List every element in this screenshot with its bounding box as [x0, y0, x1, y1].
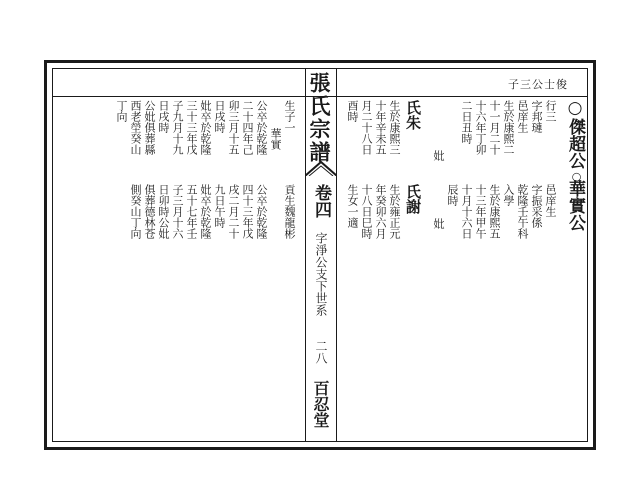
- text-column: 十三年甲午: [474, 184, 487, 239]
- text-column: 乾隆壬午科: [516, 184, 529, 239]
- text-column: 生於康熙三: [388, 100, 401, 155]
- text-column: 十八日巳時: [360, 184, 373, 239]
- text-column: 年癸卯六月: [374, 184, 387, 239]
- text-column: 日卯時公妣: [157, 184, 170, 239]
- text-column: 十一月二十: [488, 100, 501, 155]
- spouse-mark: 妣: [432, 218, 445, 229]
- text-column: 四十三年戊: [241, 184, 254, 239]
- text-column: 公卒於乾隆: [255, 100, 268, 155]
- spine-left-line: [305, 68, 306, 442]
- text-column: 生子一: [283, 100, 296, 133]
- spine-branch: 字淨公支下世系: [314, 232, 328, 316]
- text-column: 生於康熙二: [502, 100, 515, 155]
- spine-hall: 百忍堂: [311, 380, 330, 428]
- text-column: 子三月十六: [171, 184, 184, 239]
- text-column: 邑庠生: [544, 184, 557, 217]
- connector-mark: ○: [570, 170, 583, 183]
- text-column: 邑庠生: [516, 100, 529, 133]
- text-column: 俱葬德林苍: [143, 184, 156, 239]
- text-column: 貢生魏龍彬: [283, 184, 296, 239]
- text-column: 側癸山丁向: [129, 184, 142, 239]
- text-column: 字邦璉: [530, 100, 543, 133]
- text-column: 五十七年壬: [185, 184, 198, 239]
- spine-title: 張氏宗譜: [307, 72, 332, 164]
- text-column: 西老塋癸山: [129, 100, 142, 155]
- text-column: 九日午時: [213, 184, 226, 228]
- text-column: 子九月十九: [171, 100, 184, 155]
- text-column: 日戌時: [213, 100, 226, 133]
- text-column: 生於雍正元: [388, 184, 401, 239]
- text-column: 公卒於乾隆: [255, 184, 268, 239]
- text-column: 二十四年己: [241, 100, 254, 155]
- text-column: 卯三月十五: [227, 100, 240, 155]
- text-column: 辰時: [446, 184, 459, 206]
- spine-page-number: 二八: [314, 340, 328, 364]
- text-column: 華實: [269, 128, 282, 150]
- text-column: 二日丑時: [460, 100, 473, 144]
- text-column: 戌二月二十: [227, 184, 240, 239]
- text-column: 行三: [544, 100, 557, 122]
- spine-volume: 卷四: [311, 184, 331, 218]
- text-column: 妣卒於乾隆: [199, 184, 212, 239]
- person-name-huashi: 華實公: [565, 180, 585, 231]
- wife-label-zhu: 氏朱: [404, 100, 422, 130]
- wife-label-xie: 氏謝: [404, 184, 422, 214]
- text-column: 公妣俱葬縣: [143, 100, 156, 155]
- text-column: 十月十六日: [460, 184, 473, 239]
- text-column: 三十三年戊: [185, 100, 198, 155]
- text-column: 生於康熙五: [488, 184, 501, 239]
- text-column: 日戌時: [157, 100, 170, 133]
- text-column: 生女一適: [346, 184, 359, 228]
- fishtail-ornament: [305, 160, 337, 176]
- page-header: 子三公士俊: [508, 78, 568, 91]
- text-column: 酉時: [346, 100, 359, 122]
- text-column: 十六年丁卯: [474, 100, 487, 155]
- text-column: 丁向: [115, 100, 128, 122]
- spouse-mark: 妣: [432, 150, 445, 161]
- text-column: 字振采係: [530, 184, 543, 228]
- text-column: 入學: [502, 184, 515, 206]
- spine-right-line: [336, 68, 337, 442]
- text-column: 妣卒於乾隆: [199, 100, 212, 155]
- text-column: 十年辛未五: [374, 100, 387, 155]
- person-name-jiechao: ○傑超公: [565, 98, 585, 169]
- text-column: 月二十八日: [360, 100, 373, 155]
